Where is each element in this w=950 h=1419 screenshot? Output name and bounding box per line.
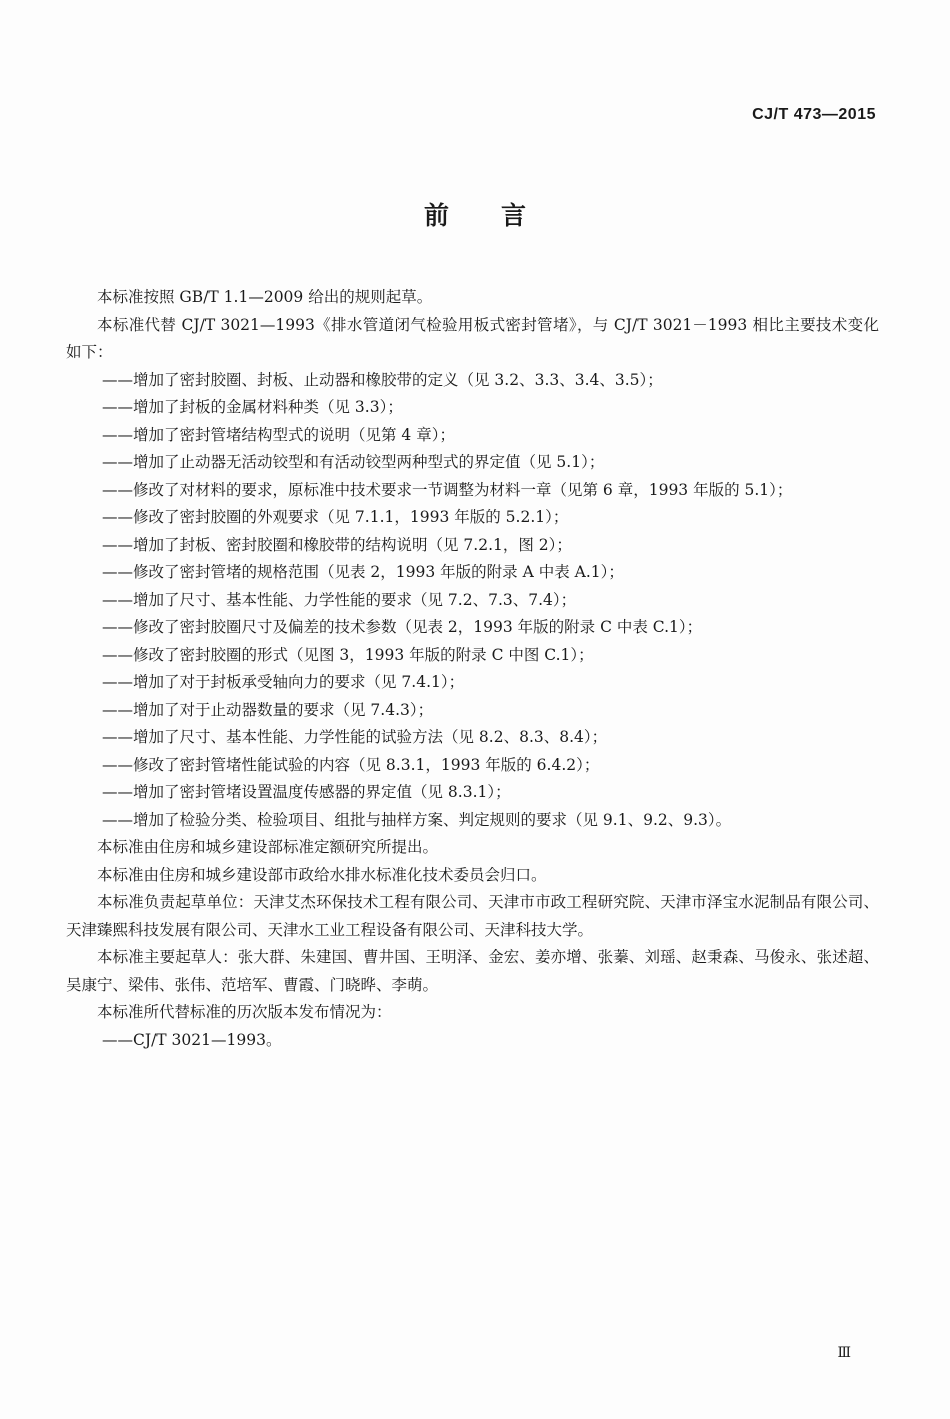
list-item: ——修改了密封管堵的规格范围（见表 2，1993 年版的附录 A 中表 A.1）； — [102, 563, 624, 581]
paragraph: 本标准代替 CJ/T 3021—1993《排水管道闭气检验用板式密封管堵》，与 CJ/T 3021－1993 相比主要技术变化如下： — [66, 315, 879, 361]
paragraph: 本标准主要起草人：张大群、朱建国、曹井国、王明泽、金宏、姜亦增、张蓁、刘瑶、赵秉森、马俊永、张述超、吴康宁、梁伟、张伟、范培军、曹霞、门晓晔、李萌。 — [66, 948, 879, 994]
list-item: ——增加了检验分类、检验项目、组批与抽样方案、判定规则的要求（见 9.1、9.2、9.3）。 — [102, 810, 732, 829]
list-item: ——增加了对于封板承受轴向力的要求（见 7.4.1）； — [102, 673, 465, 691]
paragraph: 本标准由住房和城乡建设部标准定额研究所提出。 — [97, 838, 439, 856]
foreword-body — [66, 284, 879, 1054]
list-item: ——增加了尺寸、基本性能、力学性能的要求（见 7.2、7.3、7.4）； — [102, 590, 577, 609]
paragraph: 本标准按照 GB/T 1.1—2009 给出的规则起草。 — [97, 288, 433, 306]
paragraph: 本标准由住房和城乡建设部市政给水排水标准化技术委员会归口。 — [97, 865, 547, 884]
list-item: ——修改了密封胶圈的外观要求（见 7.1.1，1993 年版的 5.2.1）； — [102, 508, 569, 526]
list-item: ——修改了密封管堵性能试验的内容（见 8.3.1，1993 年版的 6.4.2）； — [102, 755, 600, 774]
paragraph: 本标准负责起草单位：天津艾杰环保技术工程有限公司、天津市市政工程研究院、天津市泽宝水泥制品有限公司、天津臻熙科技发展有限公司、天津水工业工程设备有限公司、天津科技大学。 — [66, 893, 879, 939]
list-item: ——修改了对材料的要求，原标准中技术要求一节调整为材料一章（见第 6 章，1993 年版的 5.1）； — [102, 480, 793, 499]
list-item: ——增加了对于止动器数量的要求（见 7.4.3）； — [102, 700, 434, 719]
list-item: ——增加了密封胶圈、封板、止动器和橡胶带的定义（见 3.2、3.3、3.4、3.5）； — [102, 370, 663, 389]
list-item: ——修改了密封胶圈尺寸及偏差的技术参数（见表 2，1993 年版的附录 C 中表 C.1）； — [102, 618, 703, 636]
list-item: ——增加了止动器无活动铰型和有活动铰型两种型式的界定值（见 5.1）； — [102, 453, 605, 471]
list-item: ——增加了尺寸、基本性能、力学性能的试验方法（见 8.2、8.3、8.4）； — [102, 728, 608, 746]
list-item: ——增加了封板的金属材料种类（见 3.3）； — [102, 398, 403, 416]
page-number: Ⅲ — [837, 1345, 850, 1361]
paragraph: 本标准所代替标准的历次版本发布情况为： — [97, 1003, 392, 1021]
changes-list — [66, 367, 879, 835]
standard-code: CJ/T 473—2015 — [752, 106, 876, 123]
list-item: ——增加了密封管堵结构型式的说明（见第 4 章）； — [102, 425, 455, 444]
list-item: ——CJ/T 3021—1993。 — [102, 1030, 282, 1049]
page-title: 前言 — [423, 201, 578, 230]
list-item: ——增加了密封管堵设置温度传感器的界定值（见 8.3.1）； — [102, 783, 511, 801]
list-item: ——增加了封板、密封胶圈和橡胶带的结构说明（见 7.2.1，图 2）； — [102, 535, 572, 554]
list-item: ——修改了密封胶圈的形式（见图 3，1993 年版的附录 C 中图 C.1）； — [102, 645, 594, 664]
